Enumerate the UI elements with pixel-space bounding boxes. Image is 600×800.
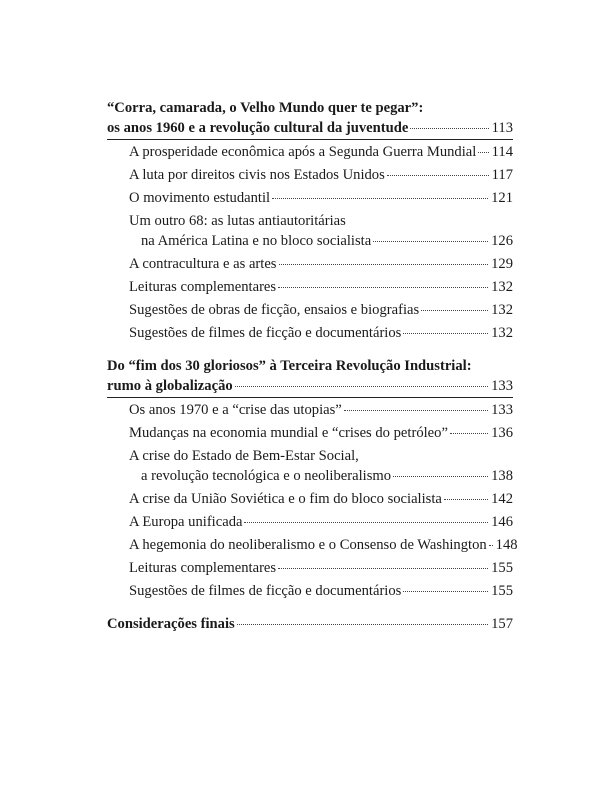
chapter-sections bbox=[107, 142, 513, 343]
chapter-title-line-2: os anos 1960 e a revolução cultural da juventude bbox=[107, 120, 409, 136]
dot-leader bbox=[272, 198, 488, 199]
dot-leader bbox=[278, 568, 488, 569]
entry-label-line-1: A crise do Estado de Bem-Estar Social, bbox=[129, 448, 359, 464]
dot-leader bbox=[478, 152, 488, 153]
entry-label-row bbox=[129, 466, 513, 486]
page-number: 155 bbox=[491, 560, 513, 576]
dot-leader bbox=[393, 476, 488, 477]
dot-leader bbox=[450, 433, 488, 434]
entry-label: A prosperidade econômica após a Segunda Guerra Mundial bbox=[129, 144, 477, 160]
page-number: 133 bbox=[491, 402, 513, 418]
toc-chapter-final bbox=[107, 614, 513, 634]
toc-entry[interactable] bbox=[129, 581, 513, 601]
page-number: 132 bbox=[491, 302, 513, 318]
dot-leader bbox=[237, 624, 488, 625]
dot-leader bbox=[403, 333, 488, 334]
page-number: 113 bbox=[491, 120, 513, 136]
page-number: 136 bbox=[491, 425, 513, 441]
final-title: Considerações finais bbox=[107, 616, 235, 632]
dot-leader bbox=[444, 499, 488, 500]
page-number: 114 bbox=[491, 144, 513, 160]
entry-label: Leituras complementares bbox=[129, 560, 277, 576]
page-number: 126 bbox=[491, 233, 513, 249]
chapter-title-line-2: rumo à globalização bbox=[107, 378, 233, 394]
toc-entry[interactable] bbox=[129, 323, 513, 343]
toc-entry[interactable] bbox=[129, 558, 513, 578]
toc-entry-multiline[interactable] bbox=[129, 211, 513, 251]
chapter-title-line-1: Do “fim dos 30 gloriosos” à Terceira Revolução Industrial: bbox=[107, 358, 472, 374]
dot-leader bbox=[373, 241, 488, 242]
dot-leader bbox=[279, 264, 489, 265]
toc-entry[interactable] bbox=[129, 300, 513, 320]
entry-label: A luta por direitos civis nos Estados Unidos bbox=[129, 167, 385, 183]
dot-leader bbox=[278, 287, 488, 288]
page-number: 117 bbox=[491, 167, 513, 183]
entry-label: A Europa unificada bbox=[129, 514, 243, 530]
table-of-contents bbox=[107, 98, 518, 647]
toc-entry[interactable] bbox=[129, 142, 513, 162]
entry-label-row bbox=[129, 231, 513, 251]
dot-leader bbox=[410, 128, 488, 129]
page-number: 148 bbox=[495, 537, 518, 553]
chapter-rule bbox=[107, 139, 513, 140]
chapter-sections bbox=[107, 400, 518, 601]
entry-label: A hegemonia do neoliberalismo e o Consenso de Washington bbox=[129, 537, 487, 553]
toc-entry[interactable] bbox=[129, 254, 513, 274]
page-number: 157 bbox=[491, 616, 513, 632]
entry-label-line-2: a revolução tecnológica e o neoliberalismo bbox=[141, 468, 392, 484]
toc-entry[interactable] bbox=[129, 512, 513, 532]
entry-label: Sugestões de filmes de ficção e documentários bbox=[129, 583, 402, 599]
page-number: 133 bbox=[491, 378, 513, 394]
toc-entry[interactable] bbox=[129, 489, 513, 509]
entry-label: Leituras complementares bbox=[129, 279, 277, 295]
entry-label: A crise da União Soviética e o fim do bloco socialista bbox=[129, 491, 442, 507]
chapter-title-row[interactable] bbox=[107, 118, 513, 138]
toc-entry[interactable] bbox=[129, 535, 518, 555]
page-number: 142 bbox=[491, 491, 513, 507]
page-number: 146 bbox=[491, 514, 513, 530]
toc-entry-multiline[interactable] bbox=[129, 446, 513, 486]
dot-leader bbox=[344, 410, 488, 411]
entry-label: Mudanças na economia mundial e “crises do petróleo” bbox=[129, 425, 448, 441]
final-row[interactable] bbox=[107, 614, 513, 634]
toc-entry[interactable] bbox=[129, 165, 513, 185]
entry-label-line-1: Um outro 68: as lutas antiautoritárias bbox=[129, 213, 346, 229]
entry-label: Sugestões de obras de ficção, ensaios e biografias bbox=[129, 302, 420, 318]
toc-entry[interactable] bbox=[129, 188, 513, 208]
entry-label: A contracultura e as artes bbox=[129, 256, 277, 272]
toc-chapter bbox=[107, 98, 513, 343]
dot-leader bbox=[403, 591, 488, 592]
toc-chapter bbox=[107, 356, 518, 601]
toc-entry[interactable] bbox=[129, 400, 513, 420]
dot-leader bbox=[421, 310, 488, 311]
toc-entry[interactable] bbox=[129, 277, 513, 297]
entry-label: O movimento estudantil bbox=[129, 190, 271, 206]
toc-entry[interactable] bbox=[129, 423, 513, 443]
dot-leader bbox=[244, 522, 488, 523]
entry-label: Os anos 1970 e a “crise das utopias” bbox=[129, 402, 342, 418]
chapter-title-row[interactable] bbox=[107, 376, 513, 396]
page-number: 138 bbox=[491, 468, 513, 484]
page-number: 132 bbox=[491, 279, 513, 295]
chapter-rule bbox=[107, 397, 513, 398]
chapter-title-line-1: “Corra, camarada, o Velho Mundo quer te pegar”: bbox=[107, 100, 424, 116]
page-number: 155 bbox=[491, 583, 513, 599]
dot-leader bbox=[489, 545, 493, 546]
page-number: 129 bbox=[491, 256, 513, 272]
page-number: 132 bbox=[491, 325, 513, 341]
page-number: 121 bbox=[491, 190, 513, 206]
entry-label: Sugestões de filmes de ficção e documentários bbox=[129, 325, 402, 341]
entry-label-line-2: na América Latina e no bloco socialista bbox=[141, 233, 372, 249]
dot-leader bbox=[235, 386, 488, 387]
dot-leader bbox=[387, 175, 489, 176]
